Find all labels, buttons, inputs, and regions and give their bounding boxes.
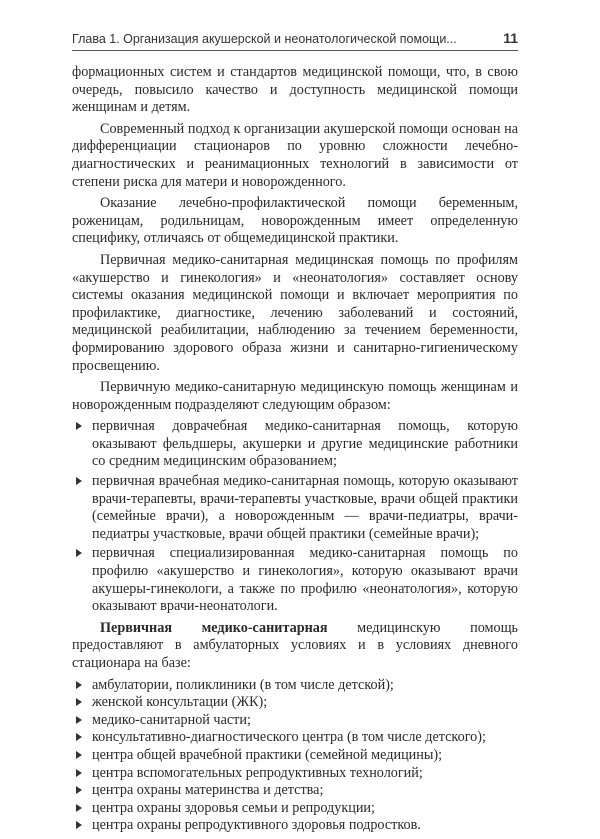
care-types-list bbox=[72, 418, 518, 616]
page-body bbox=[72, 64, 518, 839]
list-item: амбулатории, поликлиники (в том числе детской); bbox=[72, 677, 518, 695]
triangle-bullet-icon bbox=[76, 769, 82, 777]
facilities-list bbox=[72, 677, 518, 835]
triangle-bullet-icon bbox=[76, 821, 82, 829]
list-item: центра вспомогательных репродуктивных технологий; bbox=[72, 765, 518, 783]
list-item: центра общей врачебной практики (семейной медицины); bbox=[72, 747, 518, 765]
paragraph: формационных систем и стандартов медицинской помощи, что, в свою очередь, повысило качество и доступность медицинской помощи женщинам и детям. bbox=[72, 64, 518, 116]
list-item: медико-санитарной части; bbox=[72, 712, 518, 730]
triangle-bullet-icon bbox=[76, 477, 82, 485]
paragraph: Первичная медико-санитарная медицинскую помощь предоставляют в амбулаторных условиях и в условиях дневного стационара на базе: bbox=[72, 619, 518, 671]
list-item: первичная врачебная медико-санитарная помощь, которую оказывают врачи-терапевты, врачи-терапевты участковые, врачи общей практики (семейные врачи), а новорожденным — врачи-педиатры, врачи-педиатры участковые, врачи общей практики (семейные врачи); bbox=[72, 473, 518, 543]
triangle-bullet-icon bbox=[76, 751, 82, 759]
list-item: женской консультации (ЖК); bbox=[72, 694, 518, 712]
triangle-bullet-icon bbox=[76, 786, 82, 794]
list-item: консультативно-диагностического центра (в том числе детского); bbox=[72, 729, 518, 747]
triangle-bullet-icon bbox=[76, 422, 82, 430]
paragraph: Первичную медико-санитарную медицинскую помощь женщинам и новорожденным подразделяют следующим образом: bbox=[72, 379, 518, 413]
paragraph: Современный подход к организации акушерской помощи основан на дифференциации стационаров по уровню сложности лечебно-диагностических и реанимационных технологий в зависимости от степени риска для матери и новорожденного. bbox=[72, 120, 518, 190]
triangle-bullet-icon bbox=[76, 733, 82, 741]
list-item: центра охраны репродуктивного здоровья подростков. bbox=[72, 817, 518, 835]
running-header bbox=[72, 28, 518, 51]
triangle-bullet-icon bbox=[76, 716, 82, 724]
triangle-bullet-icon bbox=[76, 681, 82, 689]
triangle-bullet-icon bbox=[76, 549, 82, 557]
chapter-title: Глава 1. Организация акушерской и неонатологической помощи... bbox=[72, 32, 457, 46]
page-number: 11 bbox=[503, 30, 518, 46]
bold-lead-in: Первичная медико-санитарная bbox=[100, 619, 328, 636]
list-item: первичная доврачебная медико-санитарная помощь, которую оказывают фельдшеры, акушерки и другие медицинские работники со средним медицинским образованием; bbox=[72, 418, 518, 471]
paragraph: Первичная медико-санитарная медицинская помощь по профилям «акушерство и гинекология» и «неонатология» составляет основу системы оказания медицинской помощи и включает мероприятия по профилактике, диагностике, лечению заболеваний и состояний, медицинской реабилитации, наблюдению за течением беременности, формированию здорового образа жизни и санитарно-гигиеническому просвещению. bbox=[72, 251, 518, 374]
paragraph: Оказание лечебно-профилактической помощи беременным, роженицам, родильницам, новорожденным имеет определенную специфику, отличаясь от общемедицинской практики. bbox=[72, 195, 518, 247]
list-item: центра охраны материнства и детства; bbox=[72, 782, 518, 800]
triangle-bullet-icon bbox=[76, 804, 82, 812]
list-item: центра охраны здоровья семьи и репродукции; bbox=[72, 800, 518, 818]
triangle-bullet-icon bbox=[76, 698, 82, 706]
list-item: первичная специализированная медико-санитарная помощь по профилю «акушерство и гинекология», которую оказывают врачи акушеры-гинекологи, а также по профилю «неонатология», которую оказывают врачи-неонатологи. bbox=[72, 545, 518, 615]
